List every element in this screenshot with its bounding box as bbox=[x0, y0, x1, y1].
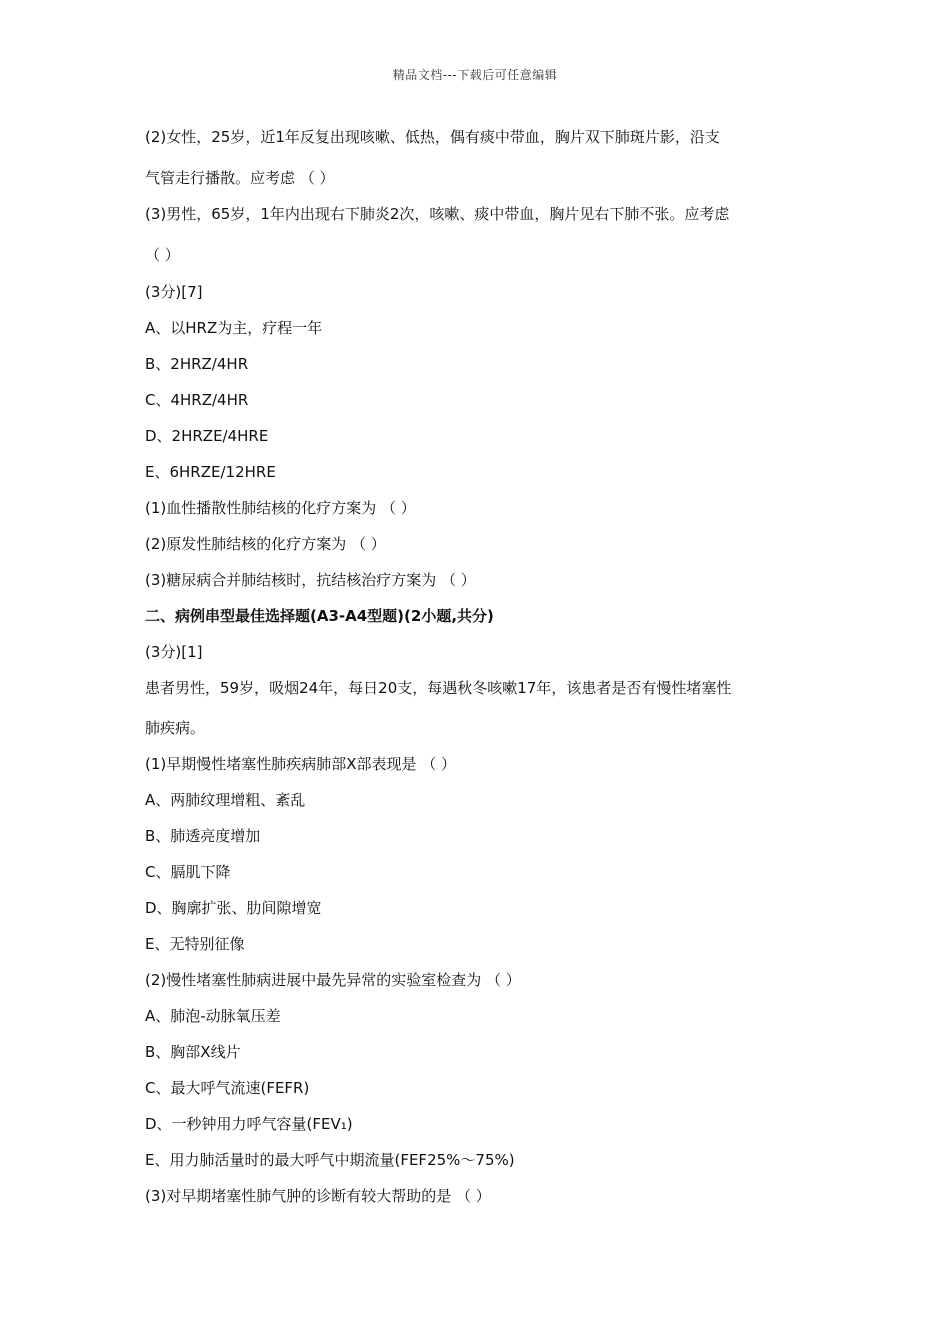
option-c: C、4HRZ/4HR bbox=[145, 391, 249, 409]
case-option-e: E、用力肺活量时的最大呼气中期流量(FEF25%～75%) bbox=[145, 1151, 515, 1169]
case-option-a: A、肺泡-动脉氧压差 bbox=[145, 1007, 281, 1025]
case-question-1: (1)早期慢性堵塞性肺疾病肺部X部表现是 （ ） bbox=[145, 755, 457, 773]
case-option-e: E、无特别征像 bbox=[145, 935, 245, 953]
option-b: B、2HRZ/4HR bbox=[145, 355, 249, 373]
case-question-3: (3)对早期堵塞性肺气肿的诊断有较大帮助的是 （ ） bbox=[145, 1187, 491, 1205]
case-stem-line-2: 肺疾病。 bbox=[145, 719, 206, 737]
case-stem-line-1: 患者男性，59岁，吸烟24年，每日20支，每遇秋冬咳嗽17年，该患者是否有慢性堵塞性 bbox=[145, 679, 732, 697]
question-3-stem-line-1: (3)男性，65岁，1年内出现右下肺炎2次，咳嗽、痰中带血，胸片见右下肺不张。应考虑 bbox=[145, 205, 730, 223]
option-a: A、以HRZ为主，疗程一年 bbox=[145, 319, 323, 337]
page-header: 精品文档---下载后可任意编辑 bbox=[392, 68, 558, 82]
sub-question-1: (1)血性播散性肺结核的化疗方案为 （ ） bbox=[145, 499, 416, 517]
question-2-stem-line-2: 气管走行播散。应考虑 （ ） bbox=[145, 169, 335, 187]
section-heading: 二、病例串型最佳选择题(A3-A4型题)(2小题,共分) bbox=[145, 607, 494, 625]
score-label: (3分)[7] bbox=[145, 283, 203, 301]
sub-question-2: (2)原发性肺结核的化疗方案为 （ ） bbox=[145, 535, 386, 553]
case-option-b: B、胸部X线片 bbox=[145, 1043, 241, 1061]
case-option-c: C、膈肌下降 bbox=[145, 863, 231, 881]
option-d: D、2HRZE/4HRE bbox=[145, 427, 269, 445]
case-option-a: A、两肺纹理增粗、紊乱 bbox=[145, 791, 306, 809]
case-option-c: C、最大呼气流速(FEFR) bbox=[145, 1079, 310, 1097]
case-option-b: B、肺透亮度增加 bbox=[145, 827, 261, 845]
score-label: (3分)[1] bbox=[145, 643, 203, 661]
case-question-2: (2)慢性堵塞性肺病进展中最先异常的实验室检查为 （ ） bbox=[145, 971, 521, 989]
case-option-d: D、一秒钟用力呼气容量(FEV₁) bbox=[145, 1115, 353, 1133]
sub-question-3: (3)糖尿病合并肺结核时，抗结核治疗方案为 （ ） bbox=[145, 571, 476, 589]
question-2-stem-line-1: (2)女性，25岁，近1年反复出现咳嗽、低热，偶有痰中带血，胸片双下肺斑片影，沿支 bbox=[145, 128, 720, 146]
question-3-stem-line-2: （ ） bbox=[145, 246, 180, 264]
case-option-d: D、胸廓扩张、肋间隙增宽 bbox=[145, 899, 322, 917]
option-e: E、6HRZE/12HRE bbox=[145, 463, 276, 481]
